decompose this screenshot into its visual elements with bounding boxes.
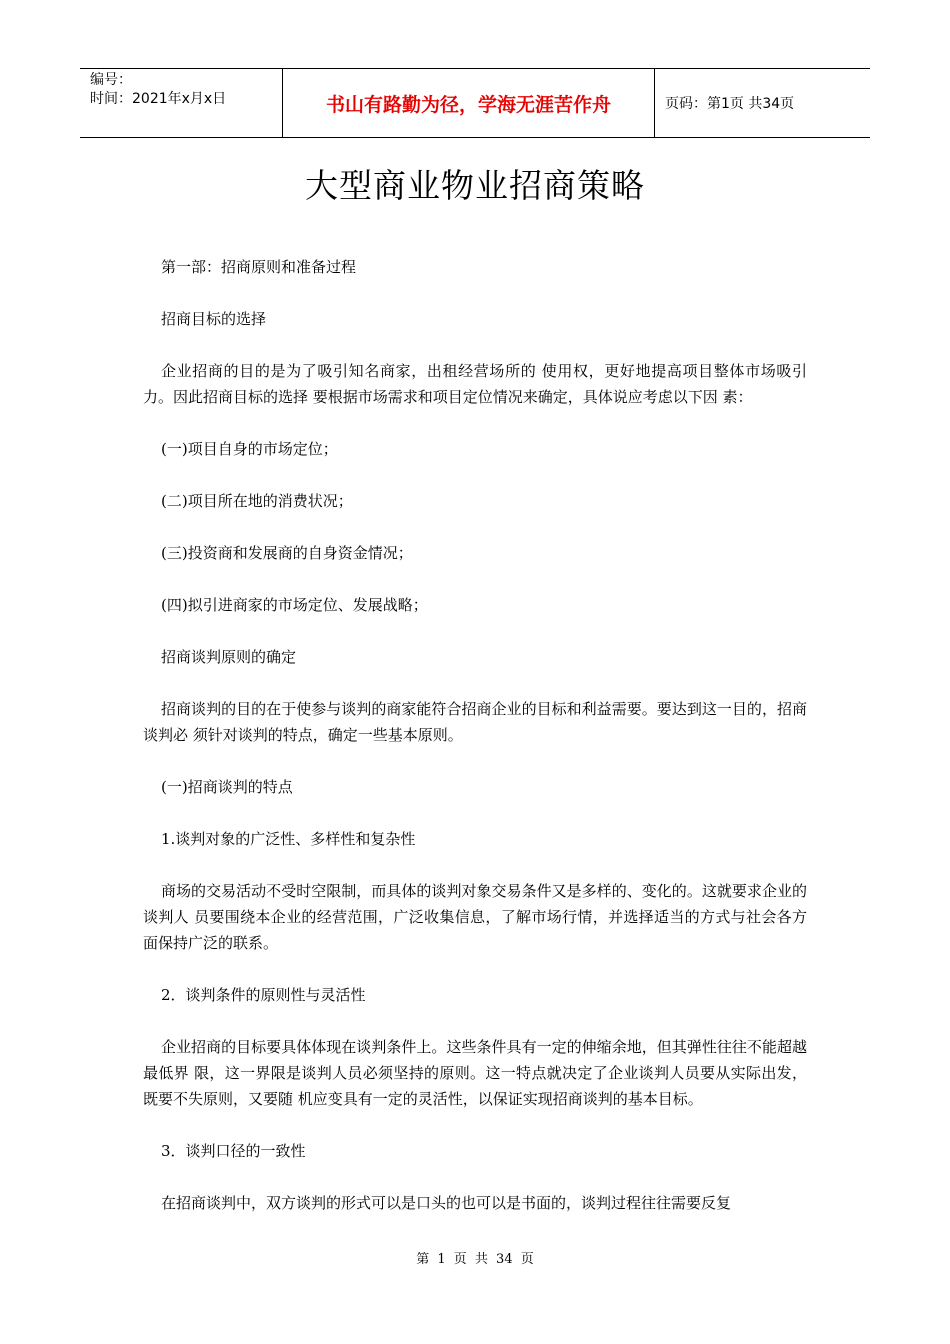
document-header (80, 68, 870, 138)
list-item: (四)拟引进商家的市场定位、发展战略； (161, 596, 428, 614)
body-paragraph: 企业招商的目的是为了吸引知名商家，出租经营场所的 使用权，更好地提高项目整体市场吸引力。因此招商目标的选择 要根据市场需求和项目定位情况来确定，具体说应考虑以下因 素： (143, 362, 807, 406)
body-paragraph: 商场的交易活动不受时空限制，而具体的谈判对象交易条件又是多样的、变化的。这就要求企业的谈判人 员要围绕本企业的经营范围，广泛收集信息，了解市场行情，并选择适当的方式与社会各方面保持广泛的联系。 (143, 882, 807, 952)
page-footer: 第 1 页 共 34 页 (416, 1252, 534, 1267)
list-item: (一)项目自身的市场定位； (161, 440, 338, 458)
subheading: 招商谈判原则的确定 (161, 648, 297, 666)
subheading: 招商目标的选择 (161, 310, 267, 328)
subheading: (一)招商谈判的特点 (161, 778, 293, 796)
list-item: (三)投资商和发展商的自身资金情况； (161, 544, 413, 562)
body-paragraph: 招商谈判的目的在于使参与谈判的商家能符合招商企业的目标和利益需要。要达到这一目的，招商谈判必 须针对谈判的特点，确定一些基本原则。 (143, 700, 807, 744)
body-paragraph: 在招商谈判中，双方谈判的形式可以是口头的也可以是书面的，谈判过程往往需要反复 (161, 1194, 732, 1212)
number-label: 编号： (90, 72, 132, 88)
subheading: 3．谈判口径的一致性 (161, 1142, 306, 1160)
header-page-info: 页码：第1页 共34页 (665, 96, 795, 112)
header-motto: 书山有路勤为径，学海无涯苦作舟 (282, 69, 655, 137)
list-item: (二)项目所在地的消费状况； (161, 492, 353, 510)
time-label: 时间：2021年x月x日 (90, 91, 227, 107)
section-heading: 第一部：招商原则和准备过程 (161, 258, 357, 276)
subheading: 2．谈判条件的原则性与灵活性 (161, 986, 366, 1004)
body-paragraph: 企业招商的目标要具体体现在谈判条件上。这些条件具有一定的伸缩余地，但其弹性往往不能超越最低界 限，这一界限是谈判人员必须坚持的原则。这一特点就决定了企业谈判人员要从实际出发，既要不失原则，又要随 机应变具有一定的灵活性，以保证实现招商谈判的基本目标。 (143, 1038, 807, 1108)
document-body (143, 254, 807, 1242)
subheading: 1.谈判对象的广泛性、多样性和复杂性 (161, 830, 416, 848)
document-title: 大型商业物业招商策略 (305, 166, 645, 205)
header-meta (80, 69, 282, 137)
